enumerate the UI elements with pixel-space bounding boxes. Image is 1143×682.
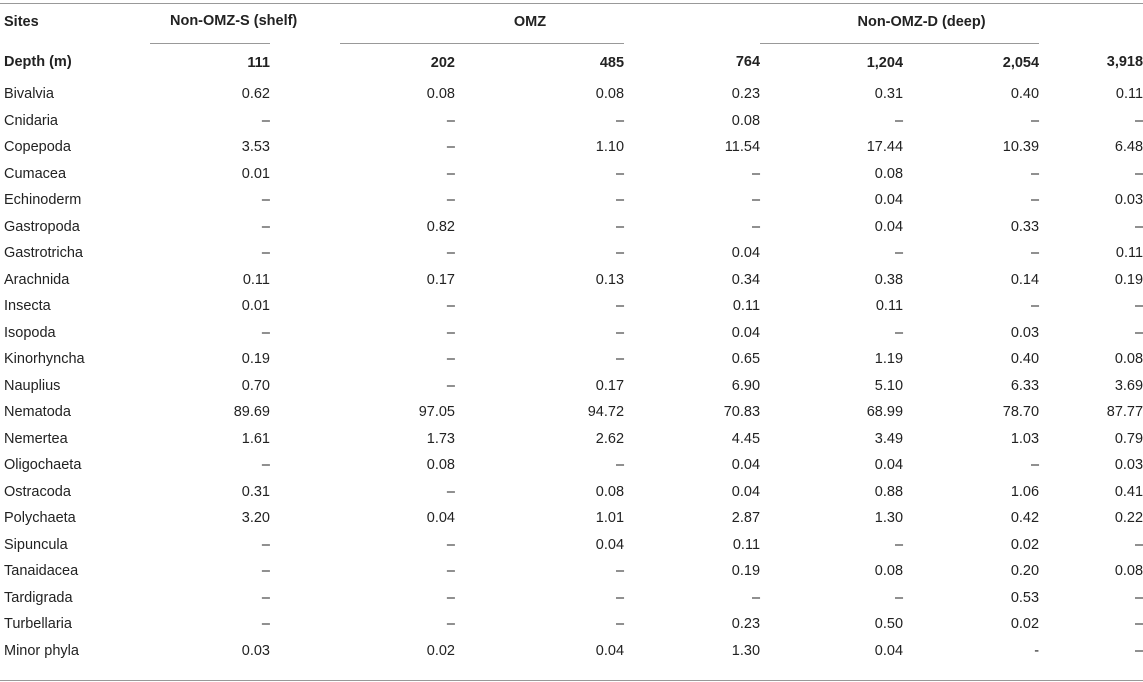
- depth-202: 202: [430, 54, 455, 71]
- value-cell: 0.11: [242, 271, 270, 288]
- value-cell: 0.31: [241, 483, 270, 500]
- value-cell: 2.62: [595, 430, 625, 447]
- value-cell: 0.08: [595, 483, 625, 500]
- value-cell: –: [446, 616, 455, 633]
- spacer-cell: [270, 611, 340, 638]
- taxon-name: Gastropoda: [4, 218, 80, 235]
- value-cell: 4.45: [731, 430, 761, 447]
- value-cell: 0.19: [1114, 271, 1143, 288]
- table-row: [0, 187, 1143, 214]
- value-cell: 0.08: [1114, 563, 1143, 580]
- value-cell: –: [751, 589, 761, 606]
- value-cell: –: [615, 218, 625, 235]
- value-cell: –: [615, 616, 625, 633]
- value-cell: –: [1134, 616, 1143, 633]
- value-cell: 3.20: [241, 510, 270, 527]
- value-cell: 0.08: [595, 86, 625, 103]
- value-cell: 0.04: [426, 510, 455, 527]
- value-cell: –: [1134, 642, 1143, 659]
- value-cell: 0.79: [1114, 430, 1143, 447]
- table-row: [0, 346, 1143, 373]
- value-cell: 0.40: [1010, 351, 1040, 368]
- table-row: [0, 240, 1143, 267]
- value-cell: 0.11: [875, 298, 904, 315]
- spacer-cell: [270, 161, 340, 188]
- table-row: [0, 505, 1143, 532]
- value-cell: –: [446, 483, 455, 500]
- value-cell: 0.04: [731, 324, 761, 341]
- value-cell: 0.04: [874, 218, 904, 235]
- value-cell: 0.04: [595, 642, 625, 659]
- value-cell: –: [615, 324, 625, 341]
- value-cell: 0.20: [1010, 563, 1040, 580]
- value-cell: 0.70: [241, 377, 270, 394]
- value-cell: –: [894, 536, 904, 553]
- value-cell: 89.69: [233, 404, 270, 421]
- table-row: [0, 611, 1143, 638]
- table-row: [0, 267, 1143, 294]
- spacer-cell: [270, 426, 340, 453]
- value-cell: –: [446, 192, 455, 209]
- value-cell: 17.44: [866, 139, 904, 156]
- value-cell: 1.01: [595, 510, 625, 527]
- value-cell: –: [615, 112, 625, 129]
- spacer-cell: [270, 320, 340, 347]
- value-cell: –: [261, 245, 270, 262]
- value-cell: 70.83: [723, 404, 761, 421]
- taxon-name: Gastrotricha: [4, 245, 83, 262]
- value-cell: 0.08: [426, 457, 455, 474]
- taxon-name: Cnidaria: [4, 112, 58, 129]
- value-cell: 0.11: [1115, 245, 1143, 262]
- value-cell: 0.03: [1010, 324, 1040, 341]
- spacer-cell: [270, 134, 340, 161]
- value-cell: –: [1134, 324, 1143, 341]
- value-cell: 0.01: [241, 298, 270, 315]
- value-cell: –: [894, 589, 904, 606]
- value-cell: –: [615, 563, 625, 580]
- value-cell: 5.10: [874, 377, 904, 394]
- value-cell: 3.53: [241, 139, 270, 156]
- value-cell: 0.03: [1114, 192, 1143, 209]
- taxon-name: Copepoda: [4, 139, 71, 156]
- value-cell: 1.30: [731, 642, 761, 659]
- value-cell: 1.73: [426, 430, 455, 447]
- value-cell: 2.87: [731, 510, 761, 527]
- spacer-cell: [270, 399, 340, 426]
- depth-label: Depth (m): [4, 54, 72, 71]
- value-cell: 0.33: [1010, 218, 1040, 235]
- value-cell: 0.08: [426, 86, 455, 103]
- value-cell: –: [1134, 536, 1143, 553]
- spacer-cell: [270, 81, 340, 108]
- table-body: [0, 81, 1143, 664]
- spacer-cell: [270, 373, 340, 400]
- value-cell: –: [894, 324, 904, 341]
- value-cell: –: [261, 218, 270, 235]
- value-cell: –: [446, 563, 455, 580]
- group-header-shelf: Non-OMZ-S (shelf): [150, 0, 270, 44]
- value-cell: 0.19: [241, 351, 270, 368]
- table-row: [0, 399, 1143, 426]
- value-cell: 97.05: [418, 404, 455, 421]
- group-header-omz: OMZ: [340, 0, 624, 44]
- value-cell: 0.04: [874, 457, 904, 474]
- depth-485: 485: [599, 54, 625, 71]
- sites-header: Sites: [4, 13, 39, 30]
- taxon-name: Kinorhyncha: [4, 351, 85, 368]
- spacer-cell: [270, 479, 340, 506]
- value-cell: –: [894, 112, 904, 129]
- taxon-name: Nauplius: [4, 377, 61, 394]
- value-cell: 0.04: [731, 245, 761, 262]
- value-cell: –: [751, 165, 761, 182]
- depth-764: 764: [735, 54, 761, 71]
- taxon-name: Ostracoda: [4, 483, 71, 500]
- value-cell: 1.06: [1010, 483, 1040, 500]
- value-cell: 0.04: [731, 457, 761, 474]
- value-cell: 1.19: [874, 351, 904, 368]
- spacer-cell: [270, 505, 340, 532]
- value-cell: –: [1030, 165, 1040, 182]
- value-cell: 0.03: [1114, 457, 1143, 474]
- taxon-name: Echinoderm: [4, 192, 82, 209]
- value-cell: 0.42: [1010, 510, 1040, 527]
- value-cell: 0.22: [1114, 510, 1143, 527]
- value-cell: 0.82: [426, 218, 455, 235]
- value-cell: 0.62: [241, 86, 270, 103]
- value-cell: 3.69: [1114, 377, 1143, 394]
- table-row: [0, 585, 1143, 612]
- value-cell: 0.13: [595, 271, 625, 288]
- value-cell: 0.17: [426, 271, 455, 288]
- value-cell: –: [894, 245, 904, 262]
- value-cell: 0.38: [874, 271, 904, 288]
- value-cell: –: [261, 616, 270, 633]
- table-row: [0, 320, 1143, 347]
- value-cell: 0.88: [874, 483, 904, 500]
- taxon-name: Insecta: [4, 298, 51, 315]
- spacer-cell: [270, 214, 340, 241]
- taxon-name: Tardigrada: [4, 589, 73, 606]
- value-cell: 0.02: [426, 642, 455, 659]
- value-cell: 0.11: [732, 298, 761, 315]
- depth-1204: 1,204: [866, 54, 904, 71]
- table-row: [0, 426, 1143, 453]
- value-cell: –: [1030, 457, 1040, 474]
- value-cell: –: [1030, 245, 1040, 262]
- value-cell: 1.30: [874, 510, 904, 527]
- value-cell: 11.54: [724, 139, 761, 156]
- value-cell: 0.34: [731, 271, 761, 288]
- value-cell: 0.17: [595, 377, 625, 394]
- value-cell: 1.03: [1010, 430, 1040, 447]
- table-row: [0, 638, 1143, 665]
- value-cell: 1.61: [241, 430, 270, 447]
- value-cell: 6.48: [1114, 139, 1143, 156]
- value-cell: –: [751, 192, 761, 209]
- table-row: [0, 532, 1143, 559]
- value-cell: –: [261, 536, 270, 553]
- value-cell: –: [1134, 589, 1143, 606]
- bottom-rule: [0, 680, 1143, 681]
- value-cell: 6.33: [1010, 377, 1040, 394]
- spacer-cell: [270, 532, 340, 559]
- value-cell: 0.04: [731, 483, 761, 500]
- value-cell: 0.01: [241, 165, 270, 182]
- table-row: [0, 161, 1143, 188]
- value-cell: –: [615, 298, 625, 315]
- spacer-cell: [270, 108, 340, 135]
- value-cell: –: [261, 563, 270, 580]
- value-cell: 0.08: [1114, 351, 1143, 368]
- spacer-cell: [270, 452, 340, 479]
- value-cell: 0.04: [874, 192, 904, 209]
- value-cell: 0.08: [874, 165, 904, 182]
- value-cell: 0.50: [874, 616, 904, 633]
- table-row: [0, 214, 1143, 241]
- value-cell: 0.02: [1010, 536, 1040, 553]
- value-cell: 0.08: [731, 112, 761, 129]
- spacer-cell: [270, 558, 340, 585]
- value-cell: –: [446, 165, 455, 182]
- value-cell: 6.90: [731, 377, 761, 394]
- depth-111: 111: [247, 54, 270, 71]
- taxon-name: Sipuncula: [4, 536, 68, 553]
- value-cell: –: [446, 298, 455, 315]
- spacer-cell: [270, 585, 340, 612]
- table-row: [0, 479, 1143, 506]
- value-cell: –: [1134, 298, 1143, 315]
- spacer-cell: [270, 267, 340, 294]
- table-row: [0, 108, 1143, 135]
- value-cell: –: [446, 377, 455, 394]
- value-cell: –: [446, 536, 455, 553]
- value-cell: -: [1034, 642, 1040, 659]
- taxon-name: Nematoda: [4, 404, 71, 421]
- value-cell: 0.02: [1010, 616, 1040, 633]
- value-cell: –: [261, 192, 270, 209]
- taxon-name: Cumacea: [4, 165, 67, 182]
- group-header-row: [0, 0, 1143, 44]
- value-cell: 0.23: [731, 86, 761, 103]
- taxon-name: Bivalvia: [4, 86, 54, 103]
- value-cell: –: [615, 165, 625, 182]
- value-cell: 68.99: [866, 404, 904, 421]
- value-cell: 0.11: [732, 536, 761, 553]
- taxon-name: Minor phyla: [4, 642, 79, 659]
- group-header-deep: Non-OMZ-D (deep): [760, 0, 1039, 44]
- spacer-cell: [270, 187, 340, 214]
- taxon-name: Oligochaeta: [4, 457, 82, 474]
- taxon-name: Isopoda: [4, 324, 56, 341]
- taxon-name: Arachnida: [4, 271, 70, 288]
- value-cell: –: [751, 218, 761, 235]
- value-cell: –: [1030, 298, 1040, 315]
- value-cell: –: [446, 351, 455, 368]
- value-cell: 0.04: [595, 536, 625, 553]
- value-cell: –: [261, 112, 270, 129]
- table-row: [0, 558, 1143, 585]
- value-cell: –: [1030, 112, 1040, 129]
- value-cell: 0.14: [1010, 271, 1040, 288]
- table-row: [0, 293, 1143, 320]
- value-cell: –: [615, 589, 625, 606]
- spacer-cell: [270, 240, 340, 267]
- table-row: [0, 452, 1143, 479]
- value-cell: 3.49: [874, 430, 904, 447]
- depth-2054: 2,054: [1002, 54, 1040, 71]
- value-cell: –: [615, 245, 625, 262]
- value-cell: –: [1134, 218, 1143, 235]
- taxon-name: Polychaeta: [4, 510, 76, 527]
- table-row: [0, 81, 1143, 108]
- spacer-cell: [270, 638, 340, 665]
- taxon-name: Tanaidacea: [4, 563, 79, 580]
- spacer-cell: [270, 346, 340, 373]
- value-cell: 0.19: [731, 563, 761, 580]
- value-cell: –: [446, 245, 455, 262]
- spacer-cell: [270, 293, 340, 320]
- table-row: [0, 134, 1143, 161]
- value-cell: 94.72: [587, 404, 625, 421]
- value-cell: 0.65: [731, 351, 761, 368]
- value-cell: –: [446, 112, 455, 129]
- value-cell: 0.53: [1010, 589, 1040, 606]
- value-cell: –: [446, 324, 455, 341]
- value-cell: 0.31: [874, 86, 904, 103]
- value-cell: 87.77: [1106, 404, 1143, 421]
- value-cell: –: [261, 324, 270, 341]
- value-cell: –: [1134, 165, 1143, 182]
- value-cell: 0.11: [1115, 86, 1143, 103]
- value-cell: 0.04: [874, 642, 904, 659]
- value-cell: 0.03: [241, 642, 270, 659]
- value-cell: 0.08: [874, 563, 904, 580]
- value-cell: 0.40: [1010, 86, 1040, 103]
- value-cell: 1.10: [595, 139, 625, 156]
- value-cell: –: [261, 589, 270, 606]
- depth-header-row: [0, 44, 1143, 82]
- value-cell: 0.23: [731, 616, 761, 633]
- value-cell: –: [446, 589, 455, 606]
- table-row: [0, 373, 1143, 400]
- depth-3918: 3,918: [1106, 54, 1143, 71]
- value-cell: –: [261, 457, 270, 474]
- taxon-name: Nemertea: [4, 430, 68, 447]
- value-cell: 0.41: [1114, 483, 1143, 500]
- value-cell: 10.39: [1002, 139, 1040, 156]
- taxon-name: Turbellaria: [4, 616, 72, 633]
- value-cell: –: [1030, 192, 1040, 209]
- value-cell: –: [1134, 112, 1143, 129]
- value-cell: 78.70: [1002, 404, 1040, 421]
- value-cell: –: [615, 351, 625, 368]
- value-cell: –: [446, 139, 455, 156]
- value-cell: –: [615, 192, 625, 209]
- value-cell: –: [615, 457, 625, 474]
